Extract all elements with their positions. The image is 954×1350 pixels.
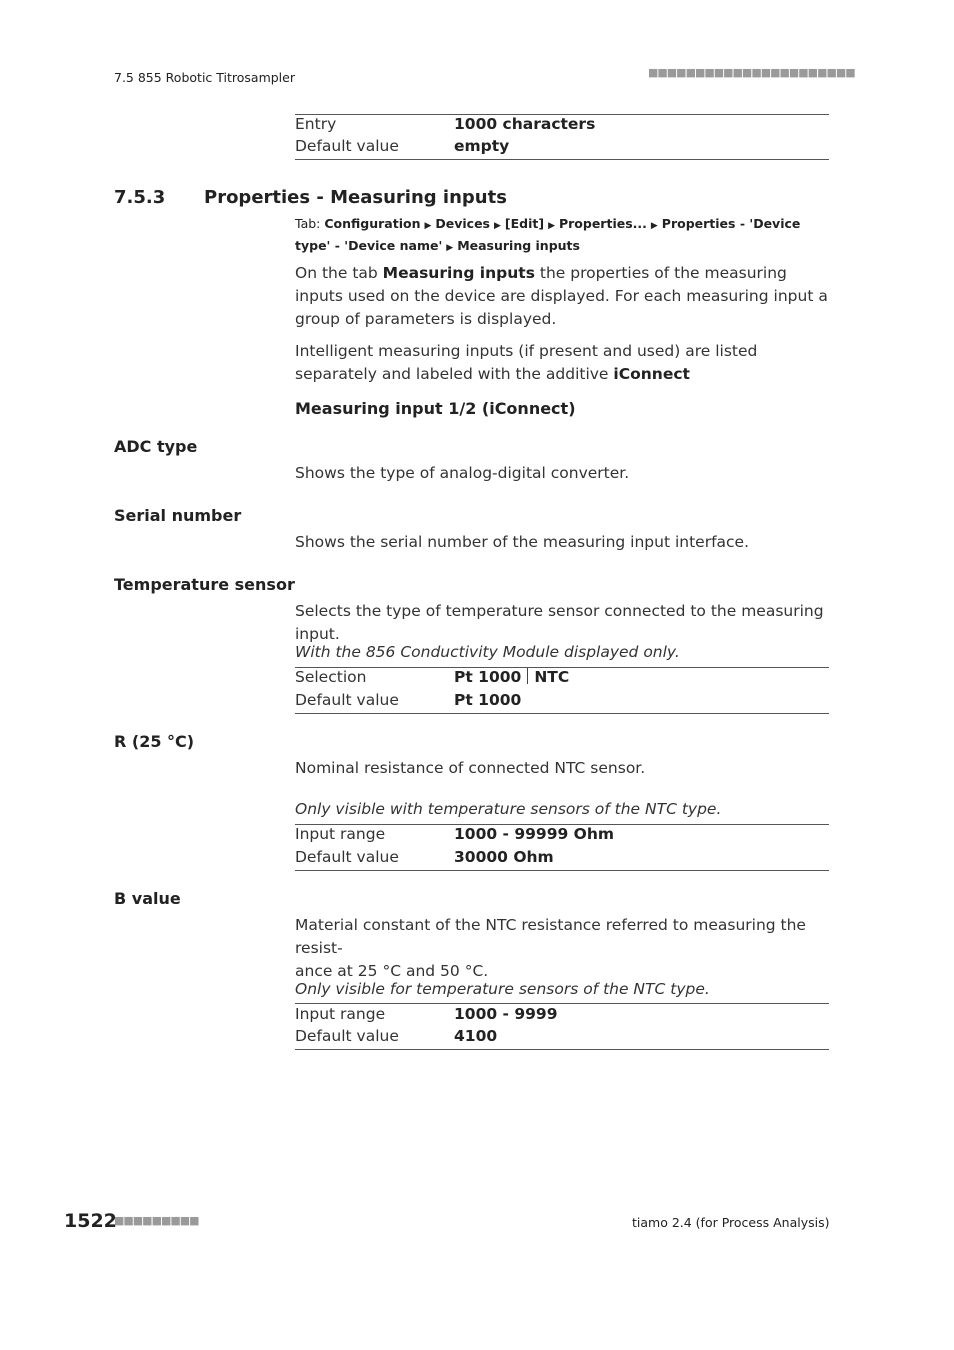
row-key: Default value [295,691,399,709]
running-header: 7.5 855 Robotic Titrosampler [114,70,295,85]
table-row [295,135,829,157]
table-row [295,846,829,868]
path-step: Measuring inputs [457,238,580,253]
table-row [295,666,829,688]
group-heading: Measuring input 1/2 (iConnect) [295,399,576,418]
text-run: the properties of the measuring inputs used on the device are displayed. For each measuring input a group of parameters is displayed. [295,264,828,328]
table-row [295,1025,829,1047]
product-name: tiamo 2.4 (for Process Analysis) [632,1215,830,1230]
row-key: Input range [295,1005,386,1023]
option-separator [527,668,528,684]
param-description: Shows the serial number of the measuring input interface. [295,533,750,551]
path-step: Properties... [558,216,647,231]
text-run: On the tab [295,264,383,282]
row-value: empty [454,137,510,155]
param-name: Temperature sensor [114,575,295,594]
path-step: Properties - 'Device type' - 'Device name' [295,216,801,253]
path-separator: ▶ [424,221,432,231]
row-key: Default value [295,137,399,155]
row-key: Input range [295,825,386,843]
path-separator: ▶ [446,243,454,253]
row-key: Entry [295,115,337,133]
table-row [295,689,829,711]
table-rule [295,159,829,160]
section-number: 7.5.3 [114,187,166,208]
intro-paragraph [295,340,829,386]
row-key: Selection [295,668,367,686]
row-value: 1000 - 99999 Ohm [454,825,615,843]
section-title: Properties - Measuring inputs [204,187,507,208]
footer-decoration: ■■■■■■■■■ [114,1214,199,1227]
row-value: 30000 Ohm [454,848,554,866]
option-value: Pt 1000 [454,668,522,686]
path-step: Configuration [324,216,421,231]
path-separator: ▶ [493,221,501,231]
row-value [454,666,569,688]
path-step: [Edit] [504,216,545,231]
param-note: Only visible with temperature sensors of the NTC type. [295,800,722,818]
page-number: 1522 [64,1210,117,1232]
row-key: Default value [295,848,399,866]
text-run: Intelligent measuring inputs (if present and used) are listed separately and labeled with the additive [295,342,758,383]
option-value: NTC [534,668,570,686]
table-rule [295,713,829,714]
param-description: Nominal resistance of connected NTC sensor. [295,759,646,777]
table-row [295,823,829,845]
text-line: ance at 25 °C and 50 °C. [295,962,489,980]
path-prefix: Tab: [295,216,321,231]
row-value: 1000 characters [454,115,596,133]
intro-paragraph [295,262,829,331]
param-note: Only visible for temperature sensors of the NTC type. [295,980,710,998]
param-name: R (25 °C) [114,732,195,751]
path-step: Devices [435,216,490,231]
header-decoration: ■■■■■■■■■■■■■■■■■■■■■■ [648,66,855,79]
navigation-path [295,214,835,258]
param-description: Selects the type of temperature sensor connected to the measuring input. [295,602,824,643]
table-rule [295,1049,829,1050]
row-value: Pt 1000 [454,691,522,709]
table-row [295,113,829,135]
param-description [295,914,829,983]
param-name: ADC type [114,437,198,456]
path-separator: ▶ [650,221,658,231]
table-rule [295,870,829,871]
row-value: 4100 [454,1027,498,1045]
param-name: Serial number [114,506,242,525]
table-row [295,1003,829,1025]
row-value: 1000 - 9999 [454,1005,558,1023]
row-key: Default value [295,1027,399,1045]
param-description: Shows the type of analog-digital converter. [295,464,630,482]
path-separator: ▶ [548,221,555,231]
text-line: Material constant of the NTC resistance referred to measuring the resist- [295,916,806,957]
text-run-bold: Measuring inputs [382,264,535,282]
text-run-bold: iConnect [613,365,690,383]
param-name: B value [114,889,181,908]
param-note: With the 856 Conductivity Module displayed only. [295,643,680,661]
